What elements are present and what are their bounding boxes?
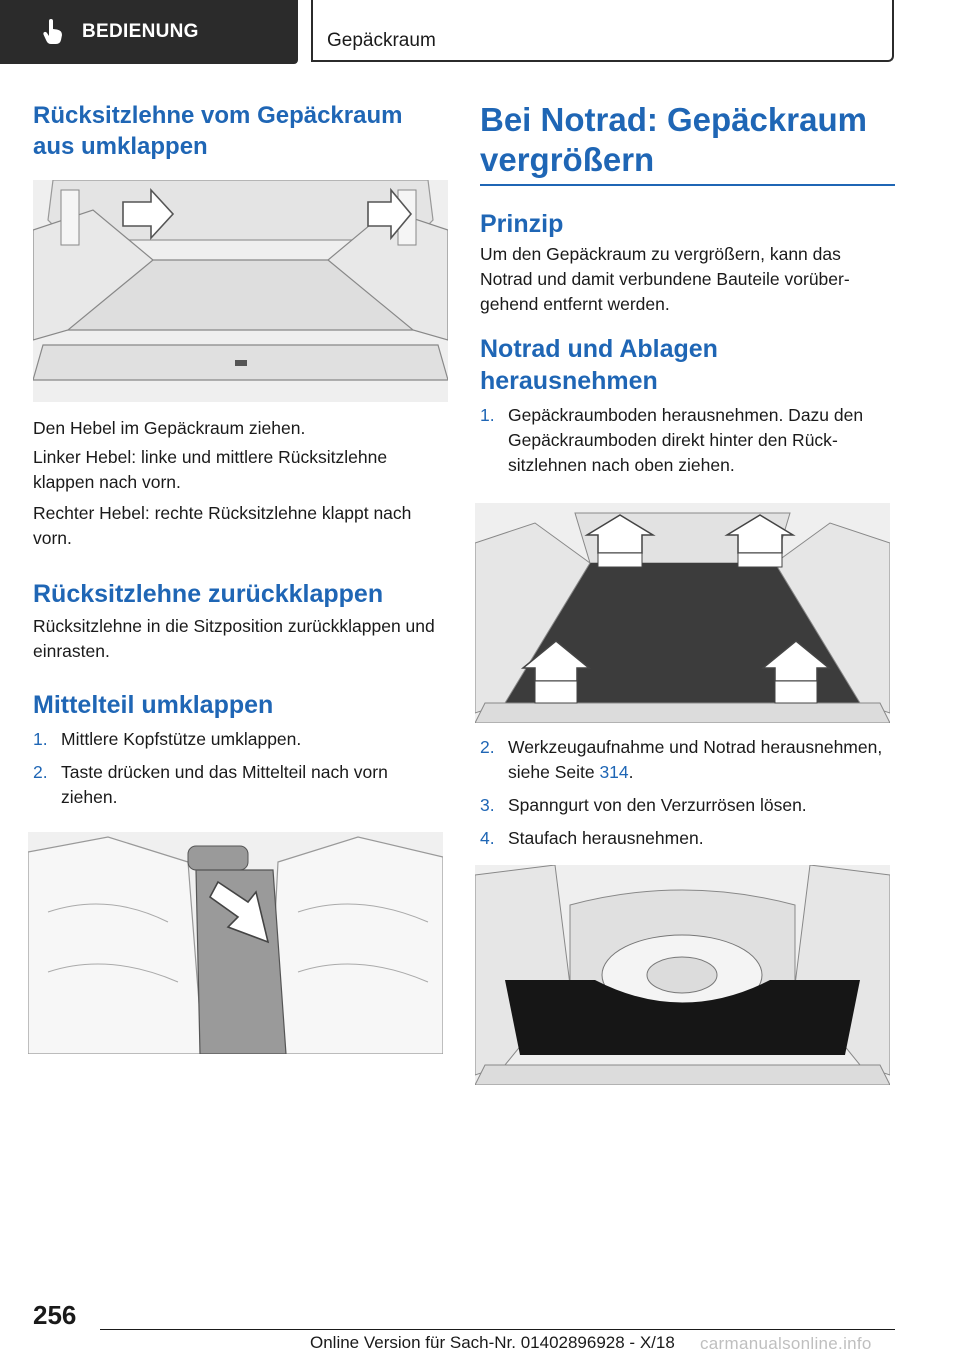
trunk-illustration-levers: [33, 180, 448, 402]
remove-steps-a: [480, 403, 895, 478]
principle-text: Um den Gepäckraum zu vergrößern, kann das Notrad und damit verbundene Bauteile vorübergehend entfernt werden.: [480, 244, 850, 314]
chapter-label: BEDIENUNG: [82, 21, 199, 42]
left-lever-text: Linker Hebel: linke und mittlere Rücksitzlehne klappen nach vorn.: [33, 447, 388, 492]
step-number: 2.: [33, 762, 48, 782]
fold-back-text: Rücksitzlehne in die Sitzposition zurückklappen und einrasten.: [33, 616, 435, 661]
list-item: [480, 403, 895, 478]
step-text: Werkzeugaufnahme und Notrad herausnehmen, siehe Seite: [508, 737, 883, 782]
chapter-tab[interactable]: [0, 0, 298, 64]
step-text: Staufach herausnehmen.: [508, 828, 704, 848]
list-item: [480, 793, 895, 818]
page-number: 256: [33, 1300, 77, 1330]
remove-steps-b: [480, 735, 895, 851]
watermark: carmanualsonline.info: [700, 1334, 872, 1353]
step-text: Taste drücken und das Mittelteil nach vorn ziehen.: [61, 762, 388, 807]
step-text: Gepäckraumboden herausnehmen. Dazu den Gepäckraumboden direkt hinter den Rücksitzlehnen nach oben ziehen.: [508, 405, 864, 475]
list-item: [33, 727, 448, 752]
right-column: [480, 100, 895, 478]
heading-fold-from-trunk: Rücksitzlehne vom Gepäckraum aus umklappen: [33, 102, 403, 160]
trunk-floor-illustration: [475, 503, 890, 723]
step-number: 4.: [480, 828, 495, 848]
lever-instruction: Den Hebel im Gepäckraum ziehen.: [33, 418, 306, 438]
topic-label: Gepäckraum: [327, 30, 436, 51]
left-column: [33, 100, 448, 810]
list-item: [480, 826, 895, 851]
heading-middle-section: Mittelteil umklappen: [33, 691, 274, 719]
storage-compartment-illustration: [475, 865, 890, 1085]
step-number: 2.: [480, 737, 495, 757]
step-text: Spanngurt von den Verzurrösen lösen.: [508, 795, 807, 815]
principle-heading: Prinzip: [480, 210, 564, 238]
right-lever-text: Rechter Hebel: rechte Rücksitzlehne klappt nach vorn.: [33, 503, 412, 548]
step-number: 1.: [33, 729, 48, 749]
remove-spare-heading: Notrad und Ablagen herausnehmen: [480, 335, 718, 395]
list-item: 2. Werkzeugaufnahme und Notrad herausnehmen, siehe Seite 314.: [480, 737, 883, 782]
topic-tab[interactable]: [311, 0, 894, 62]
step-text: Mittlere Kopfstütze umklappen.: [61, 729, 302, 749]
heading-fold-back: Rücksitzlehne zurückklappen: [33, 580, 384, 608]
rear-seat-illustration: [28, 832, 443, 1054]
list-item: [33, 760, 448, 810]
edition-text: Online Version für Sach-Nr. 01402896928 - X/18: [310, 1333, 675, 1352]
step-number: 1.: [480, 405, 495, 425]
hand-pointer-icon: [42, 19, 64, 45]
page-reference-link[interactable]: 314: [599, 762, 629, 782]
footer-rule: [100, 1329, 895, 1330]
step-number: 3.: [480, 795, 495, 815]
middle-section-steps: [33, 727, 448, 810]
spare-wheel-title: Bei Notrad: Gepäckraum vergrößern: [480, 101, 867, 178]
